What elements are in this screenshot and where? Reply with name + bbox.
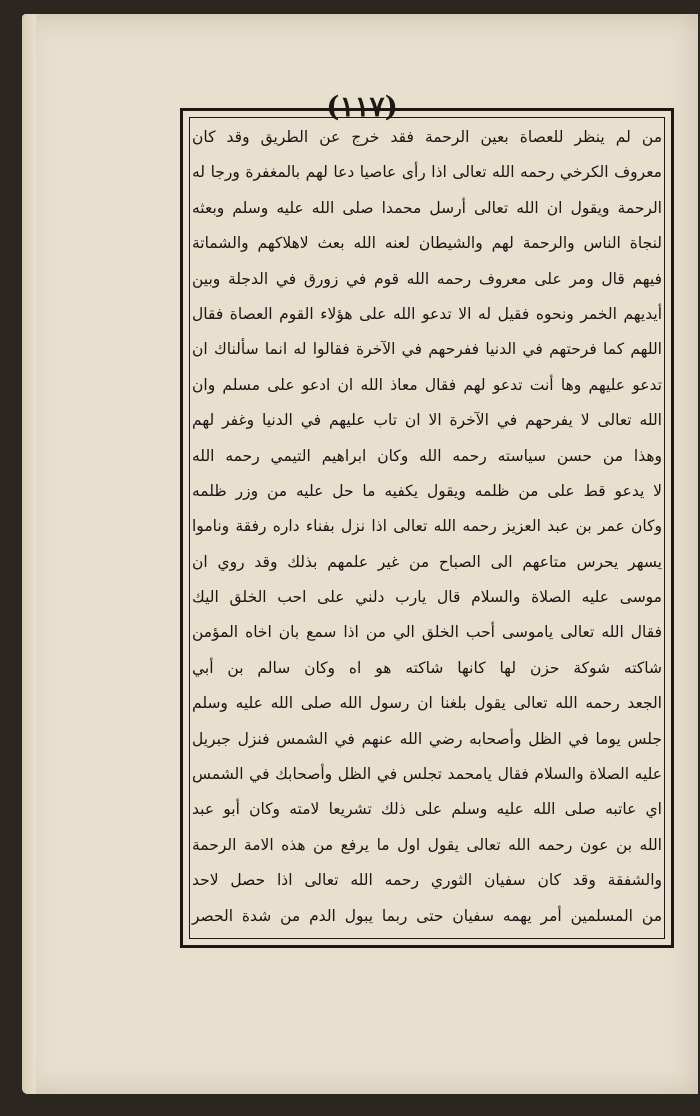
page-edge [22,14,36,1094]
text-line: تدعو عليهم وها أنت تدعو لهم فقال معاذ الله ان ادعو على مسلم وان [192,375,662,394]
text-line: وهذا من حسن سياسته رحمه الله وكان ابراهيم التيمي رحمه الله [192,446,662,465]
text-line: موسى عليه الصلاة والسلام قال يارب دلني على احب الخلق اليك [192,588,662,607]
page-number: (١١٧) [326,90,398,123]
text-line: جلس يوما في الظل وأصحابه رضي الله عنهم في الشمس فنزل جبريل [192,729,662,748]
text-line: الرحمة ويقول ان الله تعالى أرسل محمدا صلى الله عليه وسلم وبعثه [192,198,662,217]
text-line: الجعد رحمه الله تعالى يقول بلغنا ان رسول الله صلى الله عليه وسلم [192,694,662,713]
text-line: أيديهم الخمر ونحوه فقيل له الا تدعو الله على هؤلاء القوم العصاة فقال [192,304,662,323]
text-line: والشفقة وقد كان سفيان الثوري رحمه الله تعالى اذا حصل لاحد [192,871,662,890]
text-line: لنجاة الناس والرحمة لهم والشيطان لعنه الله بعث لاهلاكهم والشماتة [192,234,662,253]
text-line: وكان عمر بن عبد العزيز رحمه الله تعالى اذا نزل بفناء داره رفقة وناموا [192,517,662,536]
text-line: من لم ينظر للعصاة بعين الرحمة فقد خرج عن الطريق وقد كان [192,128,662,146]
text-line: من المسلمين أمر يهمه سفيان حتى ربما يبول الدم من شدة الحصر [192,906,662,925]
text-line: لا يدعو قط على من ظلمه ويقول يكفيه ما حل عليه من وزر ظلمه [192,481,662,500]
text-line: اي عاتبه صلى الله عليه وسلم على ذلك تشريعا لامته وكان أبو عبد [192,800,662,819]
text-line: الله بن عون رحمه الله تعالى يقول اول ما يرفع من هذه الامة الرحمة [192,835,662,854]
text-line: فيهم قال ومر على معروف رحمه الله قوم في زورق في الدجلة وبين [192,269,662,288]
text-line: شاكته شوكة حزن لها كانها شاكته هو اه وكان سالم بن أبي [192,658,662,677]
text-line: فقال الله تعالى ياموسى أحب الخلق الي من اذا سمع بان اخاه المؤمن [192,623,662,642]
text-line: عليه الصلاة والسلام فقال يامحمد تجلس في الظل وأصحابك في الشمس [192,765,662,784]
text-line: اللهم كما فرحتهم في الدنيا ففرحهم في الآخرة فقالوا له انما سألناك ان [192,340,662,359]
text-line: معروف الكرخي رحمه الله تعالى اذا رأى عاصيا دعا لهم بالمغفرة ورجا له [192,163,662,182]
main-text-block [190,120,664,936]
text-line: يسهر يحرس متاعهم الى الصباح من غير علمهم بذلك وقد روي ان [192,552,662,571]
text-line: الله تعالى لا يفرحهم في الآخرة الا ان تاب عليهم في الدنيا وغفر لهم [192,411,662,430]
